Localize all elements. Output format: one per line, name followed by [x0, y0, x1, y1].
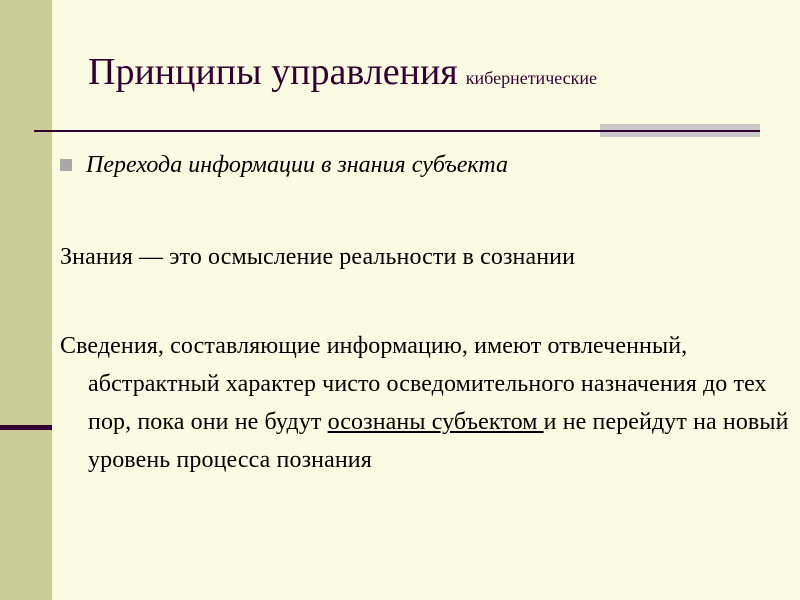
side-band-marker — [0, 425, 52, 430]
bullet-item — [60, 152, 508, 179]
slide-title-main: Принципы управления — [88, 51, 458, 93]
paragraph-knowledge: Знания — это осмысление реальности в сознании — [60, 244, 576, 270]
left-side-band — [0, 0, 52, 600]
paragraph-information-part2: и не перейдут на новый уровень процесса познания — [88, 409, 789, 473]
paragraph-information — [60, 327, 798, 479]
slide-title-subtitle: кибернетические — [465, 68, 598, 88]
paragraph-information-underlined: осознаны субъектом — [327, 409, 544, 435]
paragraph-information-part1: Сведения, составляющие информацию, имеют отвлеченный, абстрактный характер чисто осведомительного назначения до тех пор, пока они не будут — [60, 333, 767, 435]
title-rule-accent-line — [600, 130, 760, 132]
square-bullet-icon — [60, 159, 72, 171]
slide-title — [88, 50, 597, 94]
bullet-text: Перехода информации в знания субъекта — [86, 152, 508, 178]
